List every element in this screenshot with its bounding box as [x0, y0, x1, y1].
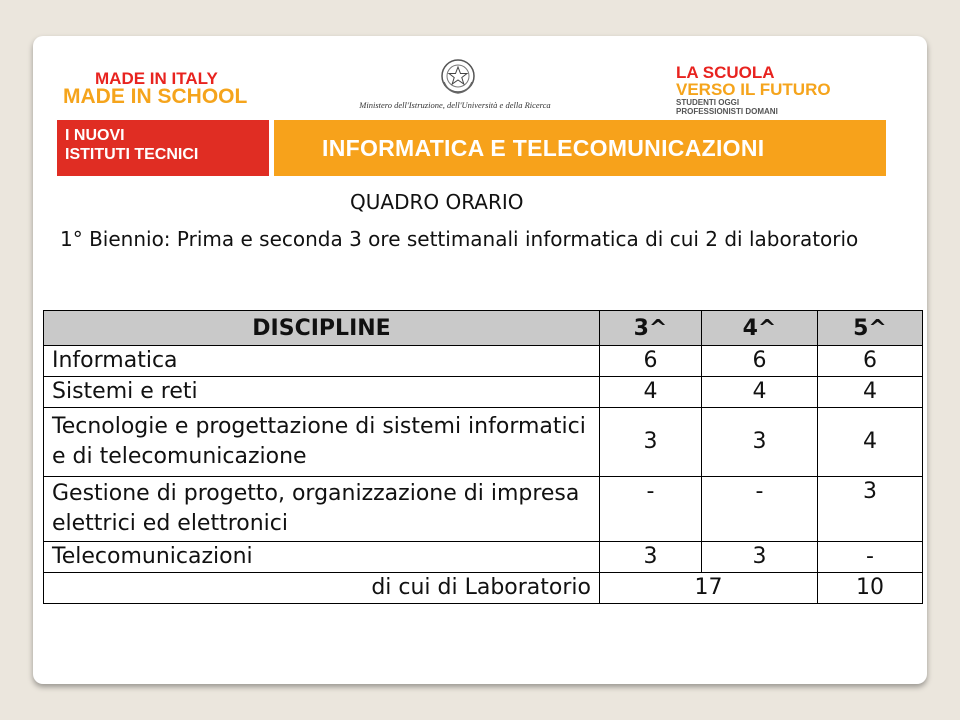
hours-year-3: 3 [600, 408, 702, 477]
discipline-name: Tecnologie e progettazione di sistemi informatici e di telecomunicazione [44, 408, 600, 477]
made-in-italy-logo [63, 70, 247, 106]
discipline-name: Informatica [44, 346, 600, 377]
lab-label: di cui di Laboratorio [44, 573, 600, 604]
discipline-name: Gestione di progetto, organizzazione di impresa elettrici ed elettronici [44, 477, 600, 542]
hours-year-5: 4 [818, 377, 923, 408]
hours-year-4: 3 [702, 408, 818, 477]
hours-year-4: 3 [702, 542, 818, 573]
discipline-name: Telecomunicazioni [44, 542, 600, 573]
lab-summary-row [44, 573, 923, 604]
hours-year-5: 6 [818, 346, 923, 377]
scuola-line4: PROFESSIONISTI DOMANI [676, 107, 778, 116]
scuola-futuro-logo [676, 64, 831, 116]
red-line2: ISTITUTI TECNICI [65, 146, 199, 163]
discipline-name: Sistemi e reti [44, 377, 600, 408]
table-row [44, 542, 923, 573]
hours-year-3: - [600, 477, 702, 542]
course-title-bar [274, 120, 886, 176]
hours-year-4: - [702, 477, 818, 542]
hours-year-5: 3 [818, 477, 923, 542]
hours-year-4: 4 [702, 377, 818, 408]
header-year-4: 4^ [702, 311, 818, 346]
table-row [44, 346, 923, 377]
hours-year-4: 6 [702, 346, 818, 377]
header-year-3: 3^ [600, 311, 702, 346]
scuola-line2: VERSO IL FUTURO [676, 80, 831, 99]
istituti-tecnici-box [57, 120, 269, 176]
page-heading: QUADRO ORARIO [350, 190, 524, 214]
hours-table [43, 310, 923, 604]
scuola-line3: STUDENTI OGGI [676, 98, 740, 107]
table-row [44, 377, 923, 408]
table-row [44, 408, 923, 477]
made-line2: MADE IN SCHOOL [63, 85, 248, 108]
hours-year-3: 6 [600, 346, 702, 377]
made-line1: MADE IN ITALY [95, 69, 218, 88]
table-row [44, 477, 923, 542]
hours-year-3: 4 [600, 377, 702, 408]
hours-year-3: 3 [600, 542, 702, 573]
hours-year-5: 4 [818, 408, 923, 477]
ministry-label: Ministero dell'Istruzione, dell'Università e della Ricerca [359, 100, 551, 110]
header-year-5: 5^ [818, 311, 923, 346]
lab-hours-5: 10 [818, 573, 923, 604]
header-disciplines: DISCIPLINE [44, 311, 600, 346]
republic-emblem-icon [438, 56, 478, 96]
scuola-line1: LA SCUOLA [676, 63, 775, 82]
course-title: INFORMATICA E TELECOMUNICAZIONI [322, 135, 765, 161]
lab-hours-3-4: 17 [600, 573, 818, 604]
table-header-row [44, 311, 923, 346]
red-line1: I NUOVI [65, 127, 125, 144]
hours-year-5: - [818, 542, 923, 573]
biennio-description: 1° Biennio: Prima e seconda 3 ore settimanali informatica di cui 2 di laboratorio [60, 227, 859, 251]
